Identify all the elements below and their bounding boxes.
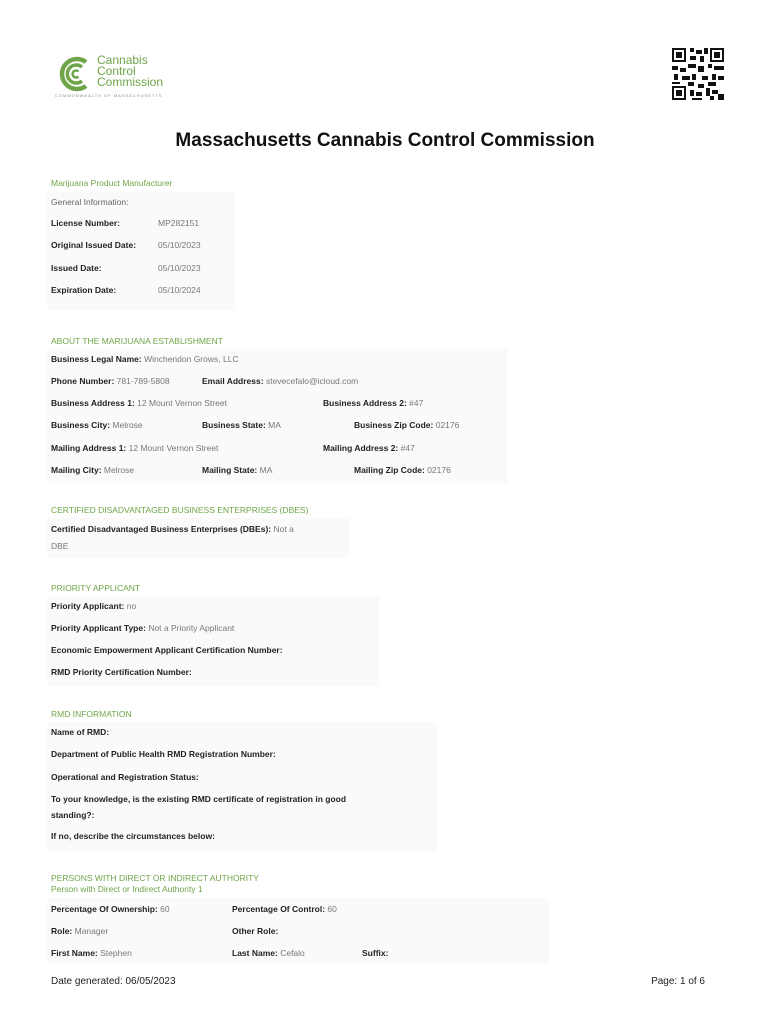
- business-state-row: [202, 420, 281, 430]
- describe-circumstances-row: [51, 831, 215, 841]
- phone-value: 781-789-5808: [116, 376, 170, 386]
- first-name-label: First Name:: [51, 948, 98, 958]
- operational-status-label: Operational and Registration Status:: [51, 772, 199, 782]
- page-title: Massachusetts Cannabis Control Commission: [175, 130, 595, 151]
- business-address-1-label: Business Address 1:: [51, 398, 135, 408]
- logo-line-3: Commission: [97, 75, 164, 89]
- ownership-value: 60: [160, 904, 170, 914]
- email-row: [202, 376, 358, 386]
- mailing-address-2-value: #47: [400, 443, 415, 453]
- good-standing-label-1: To your knowledge, is the existing RMD certificate of registration in good: [51, 794, 347, 804]
- general-information-heading: General Information:: [51, 197, 129, 207]
- issued-date-row: [51, 263, 102, 273]
- cannabis-commission-c-icon: [55, 54, 95, 94]
- control-value: 60: [327, 904, 337, 914]
- priority-applicant-heading: PRIORITY APPLICANT: [51, 583, 141, 593]
- legal-name-value: Winchendon Grows, LLC: [144, 354, 239, 364]
- mailing-zip-value: 02176: [427, 465, 451, 475]
- date-generated: Date generated: 06/05/2023: [51, 976, 176, 987]
- persons-authority-heading: PERSONS WITH DIRECT OR INDIRECT AUTHORITY: [51, 873, 259, 883]
- mailing-city-label: Mailing City:: [51, 465, 102, 475]
- dbe-row: [51, 524, 294, 534]
- expiration-date-value: 05/10/2024: [158, 285, 201, 295]
- priority-applicant-label: Priority Applicant:: [51, 601, 125, 611]
- license-number-label: License Number:: [51, 218, 120, 228]
- last-name-label: Last Name:: [232, 948, 278, 958]
- control-label: Percentage Of Control:: [232, 904, 326, 914]
- ownership-row: [51, 904, 170, 914]
- dph-registration-row: [51, 749, 276, 759]
- role-row: [51, 926, 108, 936]
- first-name-value: Stephen: [100, 948, 132, 958]
- license-type-heading: Marijuana Product Manufacturer: [51, 178, 173, 188]
- dbe-heading: CERTIFIED DISADVANTAGED BUSINESS ENTERPRISES (DBES): [51, 505, 309, 515]
- business-zip-label: Business Zip Code:: [354, 420, 434, 430]
- rmd-priority-cert-label: RMD Priority Certification Number:: [51, 667, 192, 677]
- dbe-label: Certified Disadvantaged Business Enterprises (DBEs):: [51, 524, 272, 534]
- expiration-date-label: Expiration Date:: [51, 285, 117, 295]
- phone-label: Phone Number:: [51, 376, 115, 386]
- rmd-information-heading: RMD INFORMATION: [51, 709, 132, 719]
- email-label: Email Address:: [202, 376, 264, 386]
- logo-line-2: Control: [97, 64, 136, 78]
- cannabis-control-commission-logo: [55, 50, 185, 100]
- original-issued-value: 05/10/2023: [158, 240, 201, 250]
- priority-type-value: Not a Priority Applicant: [148, 623, 235, 633]
- logo-line-1: Cannabis: [97, 53, 148, 67]
- business-state-value: MA: [268, 420, 281, 430]
- business-zip-value: 02176: [435, 420, 460, 430]
- license-number-row: [51, 218, 120, 228]
- role-value: Manager: [74, 926, 109, 936]
- describe-circumstances-label: If no, describe the circumstances below:: [51, 831, 215, 841]
- business-city-label: Business City:: [51, 420, 111, 430]
- role-label: Role:: [51, 926, 73, 936]
- economic-empowerment-row: [51, 645, 283, 655]
- ownership-label: Percentage Of Ownership:: [51, 904, 158, 914]
- business-address-1-row: [51, 398, 227, 408]
- operational-status-row: [51, 772, 199, 782]
- license-number-value: MP282151: [158, 218, 200, 228]
- mailing-address-2-row: [323, 443, 415, 453]
- mailing-city-value: Melrose: [103, 465, 135, 475]
- mailing-state-label: Mailing State:: [202, 465, 258, 475]
- rmd-name-label: Name of RMD:: [51, 727, 110, 737]
- control-row: [232, 904, 337, 914]
- good-standing-row-2: [51, 810, 94, 820]
- dbe-value-line-1: Not a: [273, 524, 294, 534]
- business-address-2-value: #47: [409, 398, 424, 408]
- business-address-2-label: Business Address 2:: [323, 398, 407, 408]
- last-name-value: Cefalo: [280, 948, 305, 958]
- person-1-subheading: Person with Direct or Indirect Authority 1: [51, 884, 203, 894]
- business-state-label: Business State:: [202, 420, 266, 430]
- business-zip-row: [354, 420, 459, 430]
- mailing-zip-label: Mailing Zip Code:: [354, 465, 425, 475]
- priority-applicant-value: no: [126, 601, 137, 611]
- original-issued-row: [51, 240, 136, 250]
- business-address-1-value: 12 Mount Vernon Street: [137, 398, 227, 408]
- mailing-city-row: [51, 465, 134, 475]
- last-name-row: [232, 948, 305, 958]
- mailing-address-1-value: 12 Mount Vernon Street: [128, 443, 219, 453]
- business-address-2-row: [323, 398, 423, 408]
- page-number: Page: 1 of 6: [651, 976, 705, 987]
- legal-name-label: Business Legal Name:: [51, 354, 142, 364]
- priority-applicant-row: [51, 601, 136, 611]
- establishment-heading: ABOUT THE MARIJUANA ESTABLISHMENT: [51, 336, 223, 346]
- first-name-row: [51, 948, 132, 958]
- email-value: stevecefalo@icloud.com: [265, 376, 359, 386]
- business-city-row: [51, 420, 143, 430]
- other-role-label: Other Role:: [232, 926, 279, 936]
- original-issued-label: Original Issued Date:: [51, 240, 137, 250]
- dbe-value-line-2: DBE: [51, 541, 69, 551]
- priority-type-row: [51, 623, 234, 633]
- suffix-row: [362, 948, 388, 958]
- business-city-value: Melrose: [112, 420, 143, 430]
- legal-name-row: [51, 354, 239, 364]
- mailing-state-value: MA: [259, 465, 273, 475]
- qr-code-icon: [672, 48, 724, 100]
- economic-empowerment-label: Economic Empowerment Applicant Certification Number:: [51, 645, 283, 655]
- priority-type-label: Priority Applicant Type:: [51, 623, 146, 633]
- other-role-row: [232, 926, 278, 936]
- rmd-priority-cert-row: [51, 667, 192, 677]
- expiration-date-row: [51, 285, 116, 295]
- issued-date-label: Issued Date:: [51, 263, 102, 273]
- issued-date-value: 05/10/2023: [158, 263, 201, 273]
- logo-text: [97, 55, 163, 88]
- suffix-label: Suffix:: [362, 948, 389, 958]
- phone-row: [51, 376, 170, 386]
- good-standing-row-1: [51, 794, 346, 804]
- good-standing-label-2: standing?:: [51, 810, 95, 820]
- establishment-box: [47, 349, 507, 483]
- mailing-address-1-row: [51, 443, 218, 453]
- mailing-zip-row: [354, 465, 451, 475]
- mailing-state-row: [202, 465, 272, 475]
- mailing-address-1-label: Mailing Address 1:: [51, 443, 127, 453]
- logo-subtitle: COMMONWEALTH OF MASSACHUSETTS: [55, 93, 163, 98]
- mailing-address-2-label: Mailing Address 2:: [323, 443, 399, 453]
- rmd-name-row: [51, 727, 109, 737]
- dph-registration-label: Department of Public Health RMD Registration Number:: [51, 749, 276, 759]
